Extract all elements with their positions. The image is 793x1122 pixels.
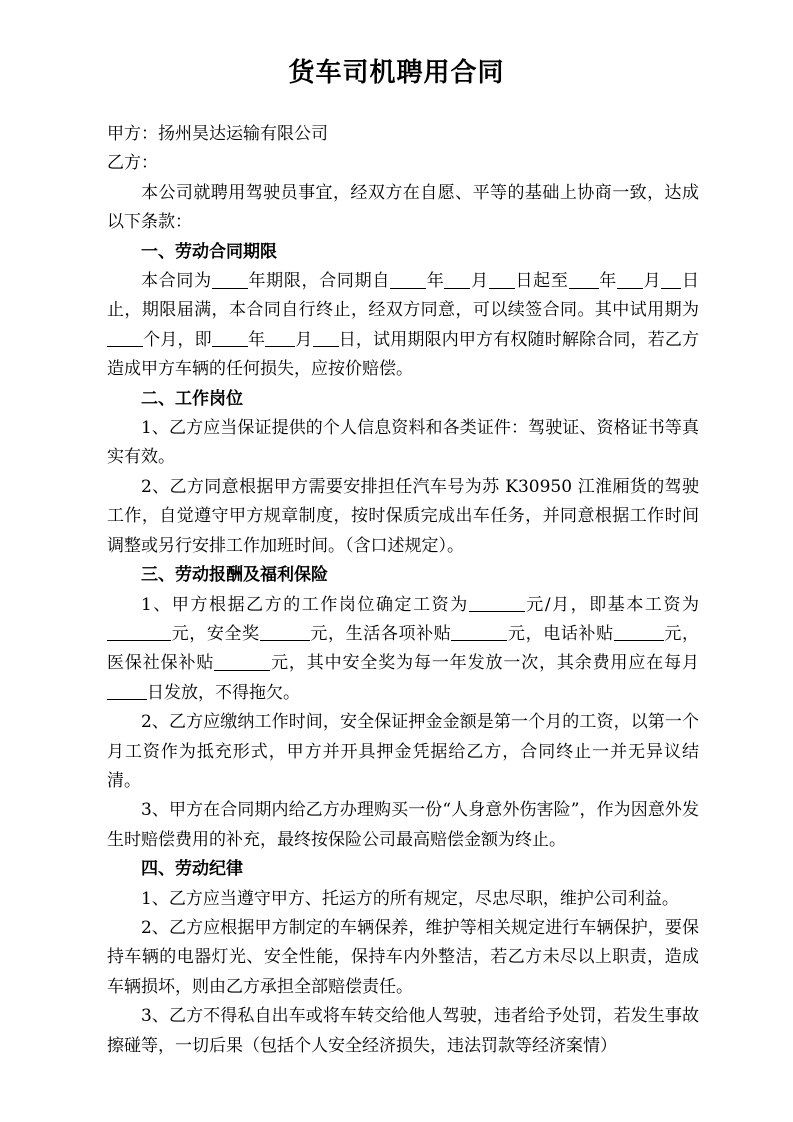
blank-field	[107, 329, 143, 347]
blank-field	[212, 329, 248, 347]
contract-body	[107, 120, 699, 1061]
blank-field	[214, 653, 270, 671]
blank-field	[313, 329, 339, 347]
blank-field	[444, 271, 470, 289]
section-heading-position: 二、工作岗位	[141, 388, 243, 409]
intro-paragraph: 本公司就聘用驾驶员事宜，经双方在自愿、平等的基础上协商一致，达成以下条款：	[107, 182, 699, 233]
discipline-clause-3: 3、乙方不得私自出车或将车转交给他人驾驶，违者给予处罚，若发生事故擦碰等，一切后果（包括个人安全经济损失，违法罚款等经济案情）	[107, 1006, 699, 1056]
discipline-clause-2: 2、乙方应根据甲方制定的车辆保养，维护等相关规定进行车辆保护，要保持车辆的电器灯光、安全性能，保持车内外整洁，若乙方未尽以上职责，造成车辆损坏，则由乙方承担全部赔偿责任。	[107, 917, 699, 997]
blank-field	[260, 623, 310, 641]
term-paragraph: 本合同为 年期限，合同期自 年 月 日起至 年 月 日止，期限届满，本合同自行终止，经双方同意，可以续签合同。其中试用期为个月，即 年 月 日，试用期限内甲方有权随时解除合同，若乙方造成甲方车辆的任何损失，应按价赔偿。	[107, 271, 700, 380]
blank-field	[617, 271, 643, 289]
party-a-line: 甲方：扬州昊达运输有限公司	[107, 124, 328, 144]
blank-field	[107, 682, 147, 700]
position-clause-2: 2、乙方同意根据甲方需要安排担任汽车号为苏 K30950 江淮厢货的驾驶工作，自觉遵守甲方规章制度，按时保质完成出车任务，并同意根据工作时间调整或另行安排工作加班时间。（含口述规定）。	[107, 476, 699, 556]
pay-clause-1: 1、甲方根据乙方的工作岗位确定工资为 元/月，即基本工资为元，安全奖 元，生活各项补贴 元，电话补贴 元，医保社保补贴 元，其中安全奖为每一年发放一次，其余费用应在每月日发放，不得拖欠。	[107, 594, 700, 703]
page-title: 货车司机聘用合同	[288, 58, 505, 88]
discipline-clause-1: 1、乙方应当遵守甲方、托运方的所有规定，尽忠尽职，维护公司利益。	[141, 888, 679, 909]
pay-clause-2: 2、乙方应缴纳工作时间，安全保证押金金额是第一个月的工资，以第一个月工资作为抵充形式，甲方并开具押金凭据给乙方，合同终止一并无异议结清。	[107, 712, 699, 791]
blank-field	[265, 329, 295, 347]
blank-field	[661, 271, 681, 289]
blank-field	[212, 271, 248, 289]
section-heading-pay: 三、劳动报酬及福利保险	[141, 565, 328, 586]
blank-field	[614, 623, 664, 641]
party-b-line: 乙方：	[107, 153, 158, 174]
blank-field	[107, 623, 171, 641]
blank-field	[390, 271, 426, 289]
blank-field	[569, 271, 599, 289]
section-heading-term: 一、劳动合同期限	[141, 241, 277, 262]
blank-field	[469, 594, 525, 612]
blank-field	[489, 271, 515, 289]
position-clause-1: 1、乙方应当保证提供的个人信息资料和各类证件：驾驶证、资格证书等真实有效。	[107, 418, 699, 468]
blank-field	[451, 623, 507, 641]
pay-clause-3: 3、甲方在合同期内给乙方办理购买一份“人身意外伤害险”，作为因意外发生时赔偿费用的补充，最终按保险公司最高赔偿金额为终止。	[107, 800, 699, 850]
section-heading-discipline: 四、劳动纪律	[141, 859, 243, 880]
